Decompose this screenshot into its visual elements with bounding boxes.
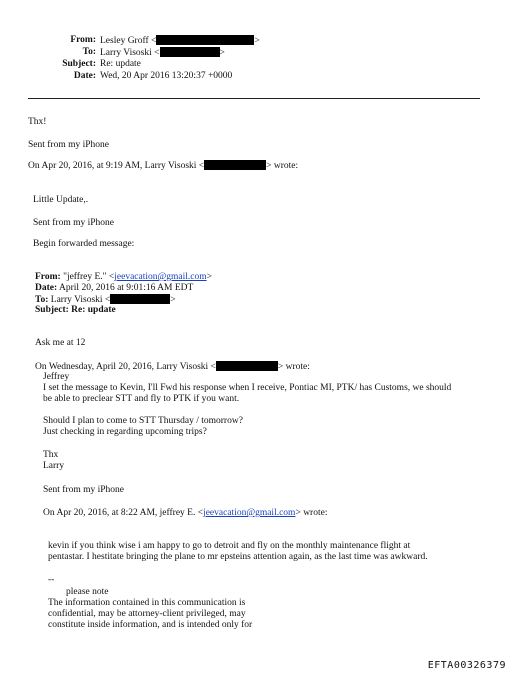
- signature-line: Sent from my iPhone: [28, 140, 110, 150]
- fwd-from: From: "jeffrey E." <jeevacation@gmail.com>: [35, 272, 212, 282]
- salutation: Jeffrey: [43, 372, 70, 382]
- fwd-subject-label: Subject:: [35, 305, 69, 315]
- fwd-to-label: To:: [35, 295, 49, 305]
- fwd-to: To: Larry Visoski < >: [35, 295, 176, 305]
- forward-intro: Begin forwarded message:: [33, 239, 135, 249]
- quote-header-suffix: wrote:: [273, 161, 299, 171]
- signature-separator: --: [48, 575, 55, 585]
- quote-header-suffix: wrote:: [303, 508, 328, 518]
- fwd-from-email-link[interactable]: jeevacation@gmail.com: [114, 272, 207, 282]
- quoted-text: Ask me at 12: [35, 338, 86, 348]
- notice-line: confidential, may be attorney-client privileged, may: [48, 609, 246, 619]
- fwd-date-value: April 20, 2016 at 9:01:16 AM EDT: [59, 283, 194, 293]
- message-line: kevin if you think wise i am happy to go to detroit and fly on the monthly maintenance flight at: [48, 541, 411, 551]
- date-value: Wed, 20 Apr 2016 13:20:37 +0000: [100, 71, 233, 81]
- redaction-box: [216, 361, 278, 371]
- fwd-subject-value: Re: update: [71, 305, 116, 315]
- quote-header-text: On Apr 20, 2016, at 9:19 AM, Larry Visoski: [28, 161, 197, 171]
- message-line: Should I plan to come to STT Thursday / tomorrow?: [43, 416, 243, 426]
- quote-header: On Apr 20, 2016, at 9:19 AM, Larry Visoski < > wrote:: [28, 161, 299, 171]
- signoff: Thx: [43, 450, 59, 460]
- message-line: I set the message to Kevin, I'll Fwd his response when I receive, Pontiac MI, PTK/ has Customs, we should: [43, 383, 452, 393]
- quote-email-link[interactable]: jeevacation@gmail.com: [203, 508, 296, 518]
- date-label: Date:: [73, 71, 96, 81]
- fwd-date: [35, 283, 193, 294]
- header-divider: [28, 98, 480, 99]
- quote-header: On Wednesday, April 20, 2016, Larry Visoski < > wrote:: [35, 362, 310, 372]
- notice-line: constitute inside information, and is intended only for: [48, 620, 253, 630]
- fwd-to-value: Larry Visoski: [50, 295, 103, 305]
- reply-text: Thx!: [28, 117, 47, 127]
- message-line: be able to preclear STT and fly to PTK if you want.: [43, 394, 240, 404]
- quote-header-text: On Wednesday, April 20, 2016, Larry Visoski: [35, 362, 209, 372]
- redaction-box: [156, 35, 254, 45]
- quote-header-suffix: wrote:: [285, 362, 310, 372]
- subject-label: Subject:: [62, 59, 96, 69]
- signoff-name: Larry: [43, 461, 65, 471]
- signature-line: Sent from my iPhone: [33, 218, 115, 228]
- message-line: Just checking in regarding upcoming trips?: [43, 427, 207, 437]
- message-line: pentastar. I hestitate bringing the plane to mr epsteins attention again, as the last time was awkward.: [48, 552, 428, 562]
- fwd-date-label: Date:: [35, 283, 58, 293]
- bates-number: EFTA00326379: [427, 660, 506, 671]
- to-name: Larry Visoski: [100, 48, 152, 58]
- quote-header: On Apr 20, 2016, at 8:22 AM, jeffrey E. <jeevacation@gmail.com> wrote:: [43, 508, 328, 518]
- from-label: From:: [70, 35, 96, 45]
- to-value: Larry Visoski < >: [100, 48, 225, 58]
- fwd-subject: [35, 305, 116, 316]
- to-label: To:: [82, 47, 96, 57]
- quote-header-text: On Apr 20, 2016, at 8:22 AM, jeffrey E.: [43, 508, 196, 518]
- notice-heading: please note: [66, 587, 109, 597]
- redaction-box: [204, 160, 266, 170]
- signature-line: Sent from my iPhone: [43, 485, 125, 495]
- notice-line: The information contained in this communication is: [48, 598, 246, 608]
- redaction-box: [110, 294, 170, 304]
- from-name: Lesley Groff: [100, 36, 149, 46]
- from-value: Lesley Groff < >: [100, 36, 260, 46]
- quoted-text: Little Update,.: [33, 195, 89, 205]
- fwd-from-label: From:: [35, 272, 61, 282]
- fwd-from-name: "jeffrey E.": [63, 272, 107, 282]
- redaction-box: [160, 47, 220, 57]
- subject-value: Re: update: [100, 59, 141, 69]
